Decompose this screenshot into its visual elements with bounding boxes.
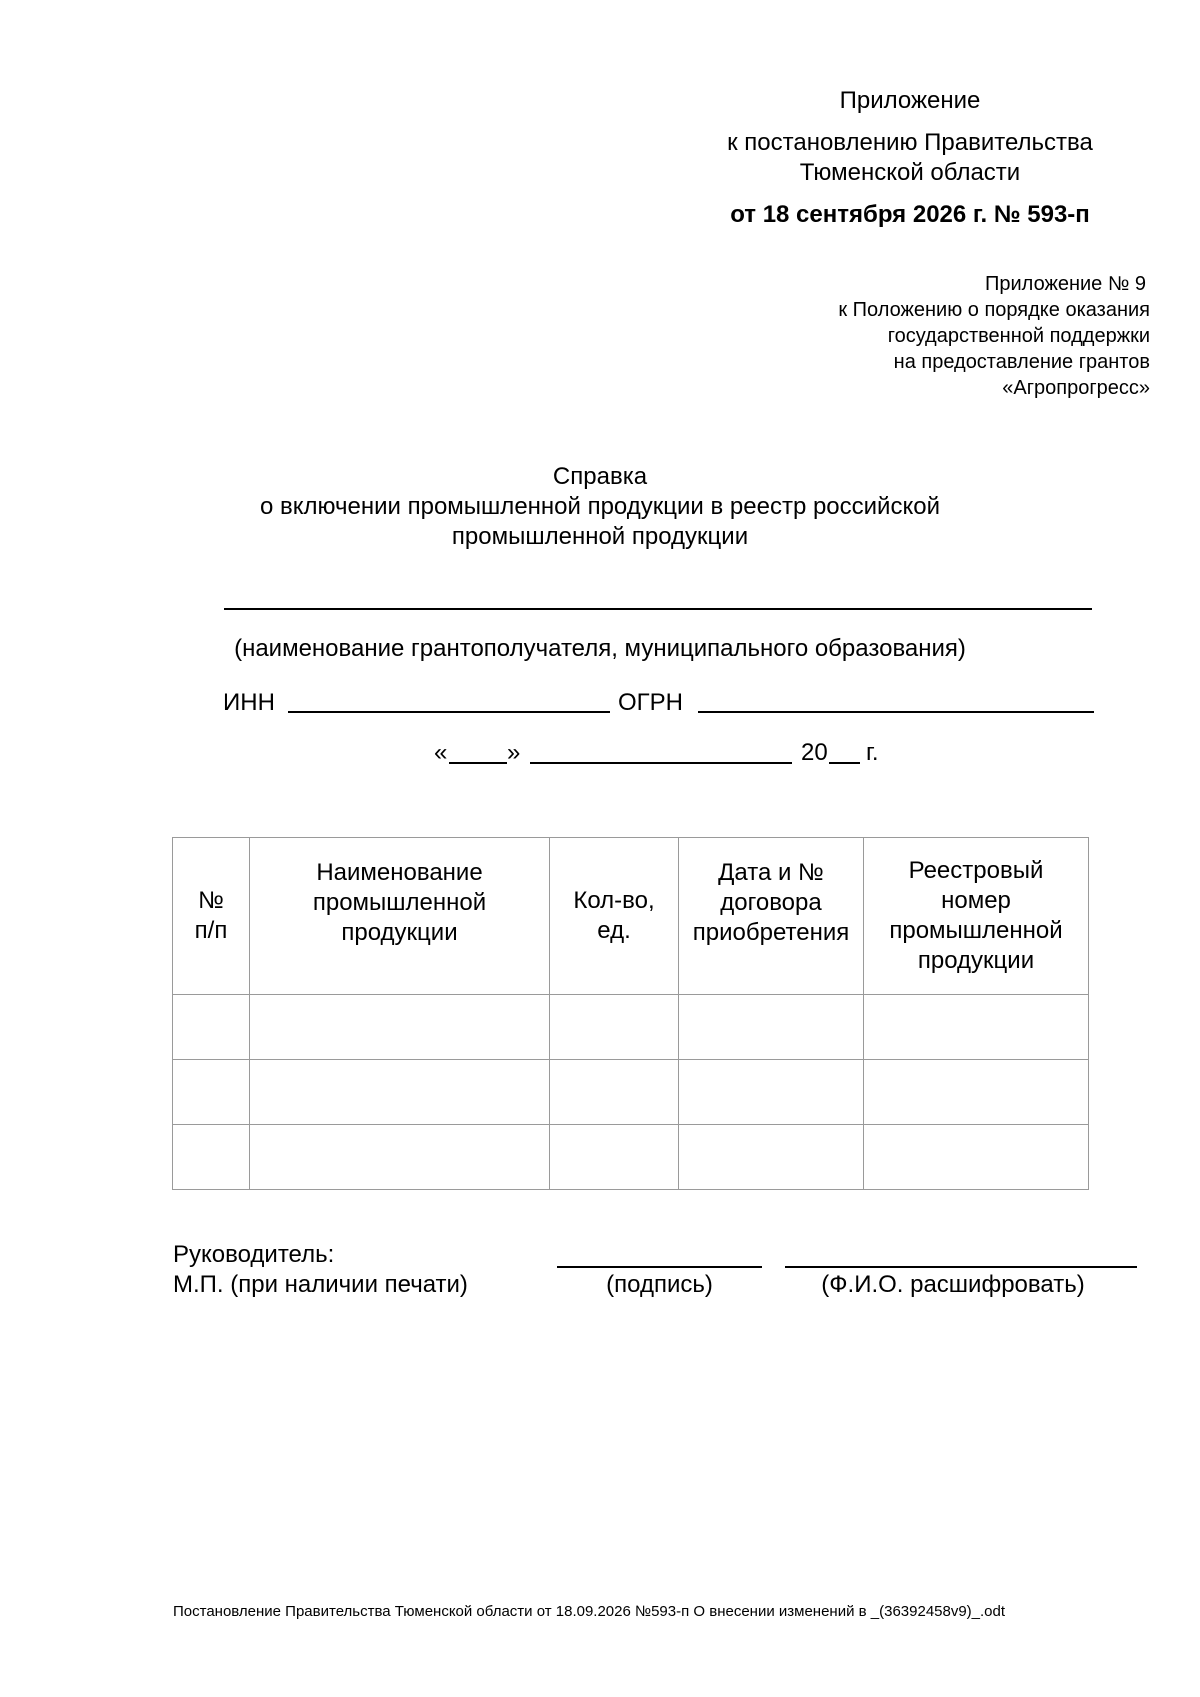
header-text: № [198, 887, 224, 914]
appendix-label: Приложение [839, 87, 981, 114]
header-cell-contract [679, 838, 864, 995]
resolution-line-1: к постановлению Правительства [727, 129, 1093, 156]
header-text: Реестровый [908, 857, 1044, 884]
ogrn-label: ОГРН [618, 689, 684, 716]
header-cell-quantity [550, 838, 679, 995]
head-label: Руководитель: [173, 1241, 335, 1268]
header-text: Дата и № [718, 859, 824, 886]
header-cell-registry-number [864, 838, 1089, 995]
header-cell-number [173, 838, 250, 995]
annex-line-3: государственной поддержки [887, 325, 1150, 347]
year-suffix: г. [866, 739, 879, 766]
recipient-name-field[interactable] [224, 608, 1092, 610]
table-row [173, 1125, 1089, 1190]
doc-subtitle-1: о включении промышленной продукции в реестр российской [260, 493, 940, 520]
year-field[interactable] [829, 762, 860, 764]
header-text: Наименование [316, 859, 483, 886]
resolution-date-number: от 18 сентября 2026 г. № 593-п [730, 201, 1090, 228]
table-cell[interactable] [173, 995, 250, 1060]
table-cell[interactable] [679, 1060, 864, 1125]
header-cell-product-name [250, 838, 550, 995]
header-text: продукции [341, 919, 458, 946]
header-text: промышленной [312, 889, 487, 916]
table-cell[interactable] [550, 1125, 679, 1190]
resolution-line-2: Тюменской области [799, 159, 1021, 186]
header-text: Кол-во, [573, 887, 655, 914]
header-text: номер [941, 887, 1011, 914]
signature-field[interactable] [557, 1266, 762, 1268]
recipient-caption: (наименование грантополучателя, муниципального образования) [234, 635, 966, 662]
table-cell[interactable] [250, 995, 550, 1060]
ogrn-field[interactable] [698, 711, 1094, 713]
annex-line-4: на предоставление грантов [893, 351, 1150, 373]
year-prefix: 20 [801, 739, 828, 766]
doc-subtitle-2: промышленной продукции [451, 523, 749, 550]
document-footer: Постановление Правительства Тюменской области от 18.09.2026 №593-п О внесении изменений в _(36392458v9)_.odt [173, 1603, 1006, 1620]
month-field[interactable] [530, 762, 792, 764]
table-cell[interactable] [250, 1125, 550, 1190]
inn-field[interactable] [288, 711, 610, 713]
stamp-label: М.П. (при наличии печати) [173, 1271, 468, 1298]
table-cell[interactable] [864, 1060, 1089, 1125]
date-open-quote: « [434, 739, 448, 766]
header-text: приобретения [692, 919, 850, 946]
header-text: п/п [194, 917, 228, 944]
header-text: ед. [597, 917, 631, 944]
table-cell[interactable] [550, 1060, 679, 1125]
table-row [173, 995, 1089, 1060]
table-cell[interactable] [173, 1060, 250, 1125]
name-caption: (Ф.И.О. расшифровать) [821, 1271, 1085, 1298]
table-cell[interactable] [173, 1125, 250, 1190]
header-text: промышленной [889, 917, 1063, 944]
table-row [173, 1060, 1089, 1125]
inn-label: ИНН [223, 689, 275, 716]
annex-line-5: «Агропрогресс» [1002, 377, 1150, 399]
date-close-quote: » [507, 739, 521, 766]
doc-title: Справка [552, 463, 648, 490]
header-text: продукции [917, 947, 1035, 974]
table-cell[interactable] [864, 995, 1089, 1060]
annex-line-2: к Положению о порядке оказания [838, 299, 1150, 321]
header-text: договора [720, 889, 822, 916]
table-cell[interactable] [864, 1125, 1089, 1190]
annex-line-1: Приложение № 9 [985, 273, 1146, 295]
table-cell[interactable] [679, 1125, 864, 1190]
day-field[interactable] [449, 762, 507, 764]
table-cell[interactable] [250, 1060, 550, 1125]
table-header-row [173, 838, 1089, 995]
products-table [172, 837, 1089, 1190]
signature-caption: (подпись) [606, 1271, 713, 1298]
name-field[interactable] [785, 1266, 1137, 1268]
table-cell[interactable] [550, 995, 679, 1060]
table-cell[interactable] [679, 995, 864, 1060]
